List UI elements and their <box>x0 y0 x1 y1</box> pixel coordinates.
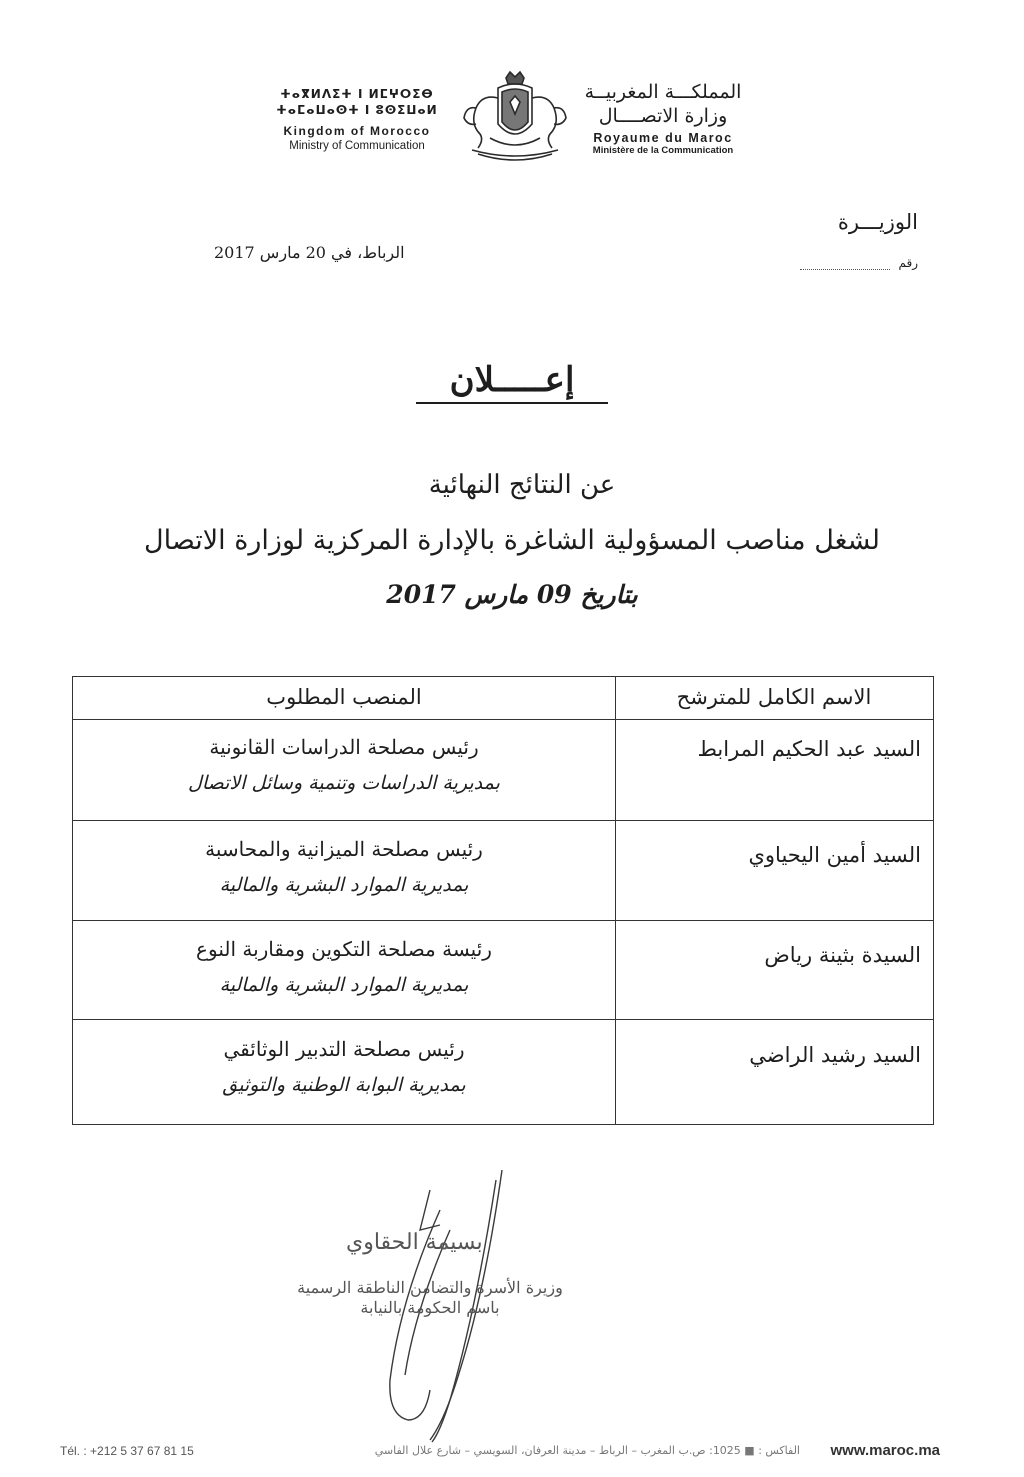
column-header-position: المنصب المطلوب <box>266 685 422 709</box>
table-row-position <box>73 837 615 896</box>
position-department: بمديرية البوابة الوطنية والتوثيق <box>222 1074 466 1096</box>
signature-block <box>280 1170 600 1450</box>
position-title: رئيس مصلحة الدراسات القانونية <box>209 735 479 759</box>
position-department: بمديرية الموارد البشرية والمالية <box>219 874 469 896</box>
footer-website: www.maroc.ma <box>830 1442 940 1459</box>
column-header-candidate-name: الاسم الكامل للمترشح <box>676 685 872 709</box>
header-left-block <box>262 86 452 152</box>
kingdom-english: Kingdom of Morocco <box>283 124 431 138</box>
subtitle-line-2: لشغل مناصب المسؤولية الشاغرة بالإدارة المركزية لوزارة الاتصال <box>143 525 880 556</box>
candidate-name: السيد عبد الحكيم المرابط <box>697 737 921 761</box>
reference-number-row <box>800 256 918 272</box>
row-divider <box>73 920 933 921</box>
position-title: رئيس مصلحة التدبير الوثائقي <box>223 1037 465 1061</box>
announcement-title <box>0 360 1024 400</box>
kingdom-french: Royaume du Maroc <box>593 131 733 145</box>
announcement-title-text: إعـــــلان <box>416 360 609 404</box>
candidate-name: السيد رشيد الراضي <box>749 1043 921 1067</box>
candidate-name: السيد أمين اليحياوي <box>748 843 921 867</box>
royal-coat-of-arms-emblem-icon <box>454 68 576 168</box>
table-row-position <box>73 735 615 794</box>
signatory-title-line-1: وزيرة الأسرة والتضامن الناطقة الرسمية <box>297 1278 563 1297</box>
results-table <box>72 676 934 1125</box>
position-department: بمديرية الموارد البشرية والمالية <box>219 974 469 996</box>
ministry-english: Ministry of Communication <box>289 140 425 152</box>
table-row-position <box>73 937 615 996</box>
place-and-date: الرباط، في 20 مارس 2017 <box>214 243 405 262</box>
page-footer <box>60 1440 940 1468</box>
footer-telephone: Tél. : +212 5 37 67 81 15 <box>60 1444 194 1458</box>
signatory-name: بسيمة الحقاوي <box>346 1230 483 1255</box>
kingdom-tifinagh: ⵜⴰⴳⵍⴷⵉⵜ ⵏ ⵍⵎⵖⵔⵉⴱ <box>280 87 434 101</box>
reference-label: رقم <box>898 256 918 270</box>
header-right-block <box>568 80 758 156</box>
subtitle-line-1: عن النتائج النهائية <box>428 470 616 500</box>
ministry-tifinagh: ⵜⴰⵎⴰⵡⴰⵙⵜ ⵏ ⵓⵙⵉⵡⴰⵍ <box>276 103 438 117</box>
position-department: بمديرية الدراسات وتنمية وسائل الاتصال <box>188 772 500 794</box>
kingdom-arabic: المملكـــة المغربيــة <box>584 81 742 103</box>
subtitle-date: بتاريخ 09 مارس 2017 <box>386 580 638 609</box>
column-divider <box>615 677 616 1124</box>
row-divider <box>73 1019 933 1020</box>
table-row-position <box>73 1037 615 1096</box>
ministry-label: الوزيـــرة <box>837 210 918 234</box>
footer-address: الفاكس : ■ 1025: ص.ب المغرب – الرباط – مدينة العرفان، السويسي – شارع علال الفاسي <box>374 1444 800 1457</box>
header-divider <box>73 719 933 720</box>
position-title: رئيسة مصلحة التكوين ومقاربة النوع <box>196 937 492 961</box>
candidate-name: السيدة بثينة رياض <box>764 943 921 967</box>
signatory-title <box>280 1278 580 1318</box>
reference-dotted-line <box>800 269 890 270</box>
ministry-french: Ministère de la Communication <box>592 145 734 156</box>
position-title: رئيس مصلحة الميزانية والمحاسبة <box>205 837 483 861</box>
row-divider <box>73 820 933 821</box>
ministry-arabic: وزارة الاتصــــال <box>598 105 728 127</box>
signatory-title-line-2: باسم الحكومة بالنيابة <box>360 1298 500 1317</box>
